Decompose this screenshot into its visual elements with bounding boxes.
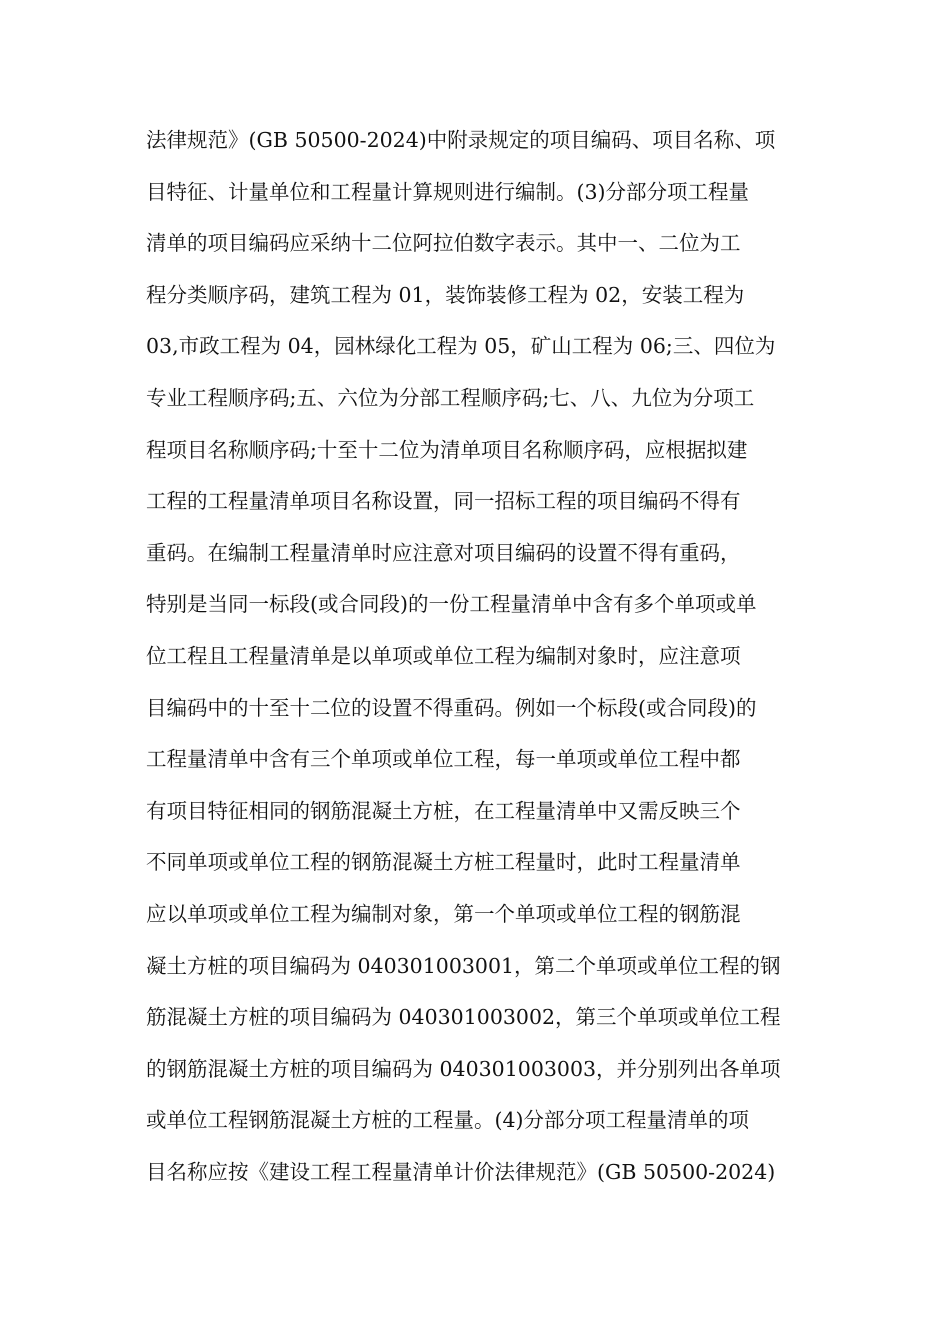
text-line: 重码。在编制工程量清单时应注意对项目编码的设置不得有重码， [146,540,741,565]
text-line: 凝土方桩的项目编码为 040301003001，第二个单项或单位工程的钢 [146,953,781,978]
text-line: 03,市政工程为 04，园林绿化工程为 05，矿山工程为 06;三、四位为 [146,334,776,359]
text-line: 工程的工程量清单项目名称设置，同一招标工程的项目编码不得有 [146,489,741,514]
text-line: 程项目名称顺序码;十至十二位为清单项目名称顺序码，应根据拟建 [146,437,748,462]
text-line: 的钢筋混凝土方桩的项目编码为 040301003003，并分别列出各单项 [146,1056,781,1081]
text-line: 位工程且工程量清单是以单项或单位工程为编制对象时，应注意项 [146,643,741,668]
text-line: 工程量清单中含有三个单项或单位工程，每一单项或单位工程中都 [146,747,741,772]
text-line: 法律规范》(GB 50500-2024)中附录规定的项目编码、项目名称、项 [146,128,776,152]
text-line: 目编码中的十至十二位的设置不得重码。例如一个标段(或合同段)的 [146,695,757,720]
text-line: 或单位工程钢筋混凝土方桩的工程量。(4)分部分项工程量清单的项 [146,1108,750,1133]
text-line: 应以单项或单位工程为编制对象，第一个单项或单位工程的钢筋混 [146,901,741,926]
body-text [146,115,826,1198]
text-line: 有项目特征相同的钢筋混凝土方桩，在工程量清单中又需反映三个 [146,798,741,823]
text-line: 目名称应按《建设工程工程量清单计价法律规范》(GB 50500-2024) [146,1159,776,1184]
text-line: 目特征、计量单位和工程量计算规则进行编制。(3)分部分项工程量 [146,179,750,204]
text-line: 不同单项或单位工程的钢筋混凝土方桩工程量时，此时工程量清单 [146,850,741,875]
text-line: 清单的项目编码应采纳十二位阿拉伯数字表示。其中一、二位为工 [146,231,741,256]
text-line: 特别是当同一标段(或合同段)的一份工程量清单中含有多个单项或单 [146,592,757,617]
text-line: 筋混凝土方桩的项目编码为 040301003002，第三个单项或单位工程 [146,1005,781,1030]
text-line: 专业工程顺序码;五、六位为分部工程顺序码;七、八、九位为分项工 [146,385,755,410]
text-line: 程分类顺序码，建筑工程为 01，装饰装修工程为 02，安装工程为 [146,282,745,307]
